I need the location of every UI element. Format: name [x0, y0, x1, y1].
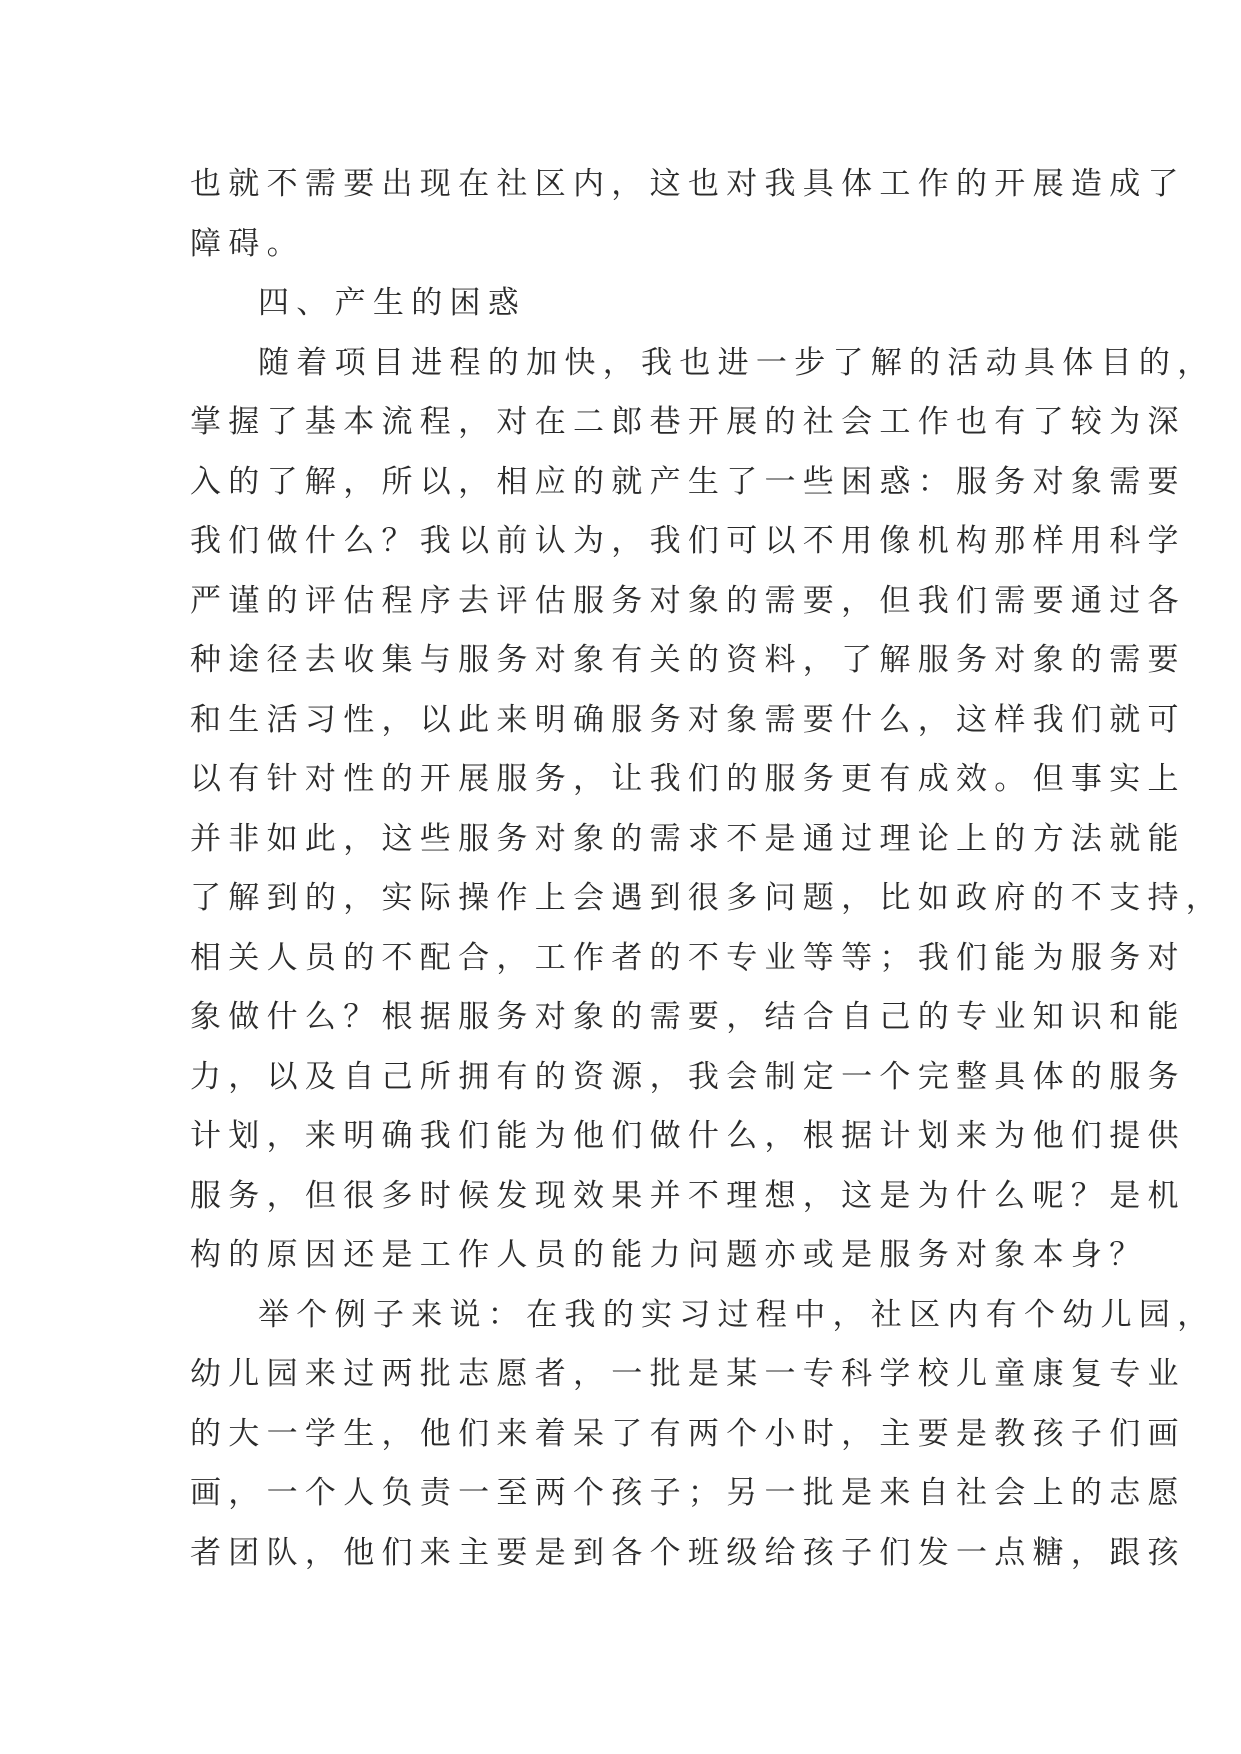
text-line: 以有针对性的开展服务，让我们的服务更有成效。但事实上	[190, 761, 1186, 797]
body-text	[190, 155, 1225, 1583]
text-line: 者团队，他们来主要是到各个班级给孩子们发一点糖，跟孩	[190, 1534, 1186, 1571]
text-line: 和生活习性，以此来明确服务对象需要什么，这样我们就可	[190, 701, 1186, 738]
text-line: 严谨的评估程序去评估服务对象的需要，但我们需要通过各	[190, 582, 1186, 619]
text-line: 相关人员的不配合，工作者的不专业等等；我们能为服务对	[190, 939, 1186, 976]
text-line: 服务，但很多时候发现效果并不理想，这是为什么呢？是机	[190, 1177, 1186, 1214]
text-line: 画，一个人负责一至两个孩子；另一批是来自社会上的志愿	[190, 1475, 1186, 1511]
section-heading: 四、产生的困惑	[258, 285, 527, 321]
text-line: 的大一学生，他们来着呆了有两个小时，主要是教孩子们画	[190, 1415, 1186, 1452]
text-line: 幼儿园来过两批志愿者，一批是某一专科学校儿童康复专业	[190, 1356, 1186, 1392]
text-line: 入的了解，所以，相应的就产生了一些困惑：服务对象需要	[190, 463, 1186, 500]
text-line: 力，以及自己所拥有的资源，我会制定一个完整具体的服务	[190, 1058, 1186, 1095]
text-line: 也就不需要出现在社区内，这也对我具体工作的开展造成了	[190, 166, 1186, 202]
text-line: 我们做什么？我以前认为，我们可以不用像机构那样用科学	[190, 523, 1186, 559]
text-line: 掌握了基本流程，对在二郎巷开展的社会工作也有了较为深	[190, 404, 1186, 440]
text-line: 构的原因还是工作人员的能力问题亦或是服务对象本身？	[190, 1237, 1148, 1273]
text-line: 种途径去收集与服务对象有关的资料，了解服务对象的需要	[190, 642, 1186, 678]
text-line: 了解到的，实际操作上会遇到很多问题，比如政府的不支持，	[190, 880, 1225, 916]
text-line: 计划，来明确我们能为他们做什么，根据计划来为他们提供	[190, 1118, 1186, 1154]
paragraph-first-line: 举个例子来说：在我的实习过程中，社区内有个幼儿园，	[258, 1296, 1216, 1333]
text-line: 象做什么？根据服务对象的需要，结合自己的专业知识和能	[190, 999, 1186, 1035]
paragraph-first-line: 随着项目进程的加快，我也进一步了解的活动具体目的，	[258, 344, 1216, 381]
text-line: 并非如此，这些服务对象的需求不是通过理论上的方法就能	[190, 820, 1186, 857]
text-line: 障碍。	[190, 225, 305, 262]
